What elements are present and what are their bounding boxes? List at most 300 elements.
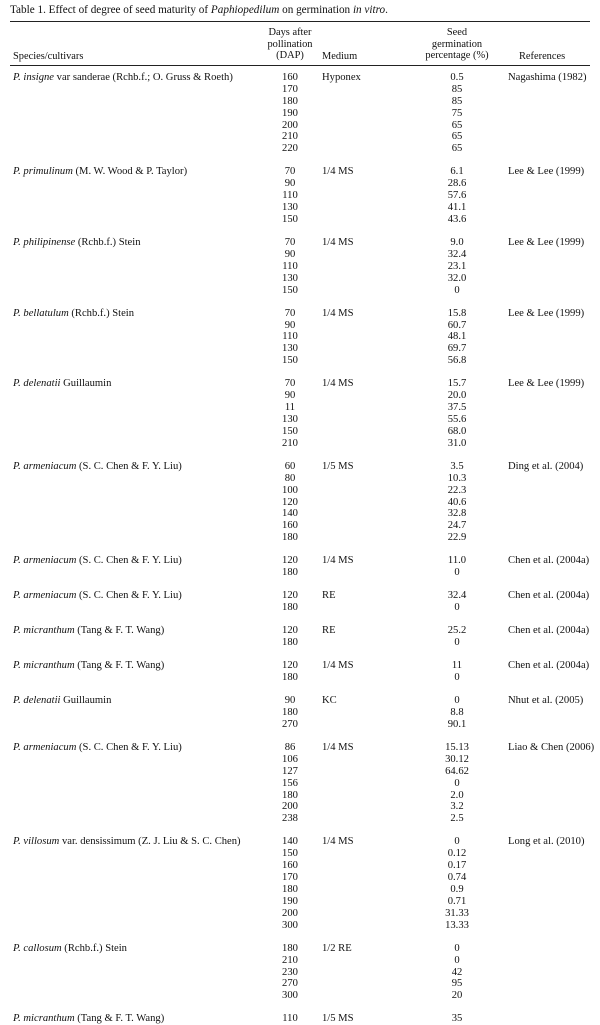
table-row xyxy=(0,908,600,920)
dap-cell: 70 xyxy=(284,166,296,178)
germination-cell: 37.5 xyxy=(447,402,467,414)
species-authority: Guillaumin xyxy=(60,378,112,390)
table-row-group xyxy=(0,237,600,296)
dap-cell: 120 xyxy=(282,625,298,637)
dap-cell: 110 xyxy=(282,1013,298,1025)
species-authority: var sanderae (Rchb.f.; O. Gruss & Roeth) xyxy=(54,72,233,83)
species-authority: (S. C. Chen & F. Y. Liu) xyxy=(76,742,182,754)
header-medium: Medium xyxy=(322,51,358,62)
medium-cell: 1/4 MS xyxy=(322,378,354,390)
dap-cell: 120 xyxy=(282,496,298,508)
germination-cell: 43.6 xyxy=(447,213,467,225)
table-row xyxy=(0,497,600,509)
germination-cell: 15.7 xyxy=(447,378,467,390)
table-row xyxy=(0,438,600,450)
germination-cell: 32.4 xyxy=(447,590,467,602)
reference-cell: Nagashima (1982) xyxy=(508,72,587,83)
table-row xyxy=(0,884,600,896)
table-row xyxy=(0,378,600,390)
caption-text: . xyxy=(385,4,388,16)
species-name: P. bellatulum xyxy=(13,307,69,319)
dap-cell: 130 xyxy=(282,343,298,355)
table-row xyxy=(0,766,600,778)
medium-cell: 1/4 MS xyxy=(322,836,354,848)
species-authority: (Tang & F. T. Wang) xyxy=(74,1013,165,1025)
germination-cell: 0 xyxy=(454,695,460,707)
species-name: P. armeniacum xyxy=(13,460,77,472)
dap-cell: 210 xyxy=(282,437,298,449)
table-row xyxy=(0,414,600,426)
germination-cell: 0 xyxy=(454,836,460,848)
species-name: P. armeniacum xyxy=(13,555,77,567)
species-name: P. micranthum xyxy=(13,625,75,637)
germination-cell: 11 xyxy=(451,660,463,672)
germination-cell: 0 xyxy=(454,637,460,649)
dap-cell: 160 xyxy=(282,520,298,532)
dap-cell: 130 xyxy=(282,414,298,426)
germination-cell: 0.5 xyxy=(450,72,464,83)
table-row xyxy=(0,754,600,766)
species-name: P. delenatii xyxy=(13,378,61,390)
dap-cell: 200 xyxy=(282,119,298,131)
dap-cell: 180 xyxy=(282,707,298,719)
table-row xyxy=(0,801,600,813)
table-row xyxy=(0,672,600,684)
reference-cell: Chen et al. (2004a) xyxy=(508,625,590,637)
germination-cell: 0.9 xyxy=(450,884,464,896)
germination-cell: 3.5 xyxy=(450,460,464,472)
table-row xyxy=(0,108,600,120)
germination-cell: 31.0 xyxy=(447,437,467,449)
germination-cell: 0.17 xyxy=(447,860,467,872)
medium-cell: Hyponex xyxy=(322,72,361,83)
germination-cell: 85 xyxy=(451,83,463,95)
species-name: P. callosum xyxy=(13,942,62,954)
table-row xyxy=(0,520,600,532)
germination-cell: 0.71 xyxy=(447,895,467,907)
dap-cell: 150 xyxy=(282,425,298,437)
dap-cell: 300 xyxy=(282,990,298,1002)
species-authority: (Rchb.f.) Stein xyxy=(68,307,135,319)
germination-cell: 68.0 xyxy=(447,425,467,437)
dap-cell: 180 xyxy=(282,884,298,896)
species-authority: Guillaumin xyxy=(60,695,112,707)
table-row xyxy=(0,978,600,990)
table-row xyxy=(0,602,600,614)
germination-cell: 30.12 xyxy=(445,753,469,765)
table-row-group xyxy=(0,836,600,931)
table-row xyxy=(0,872,600,884)
reference-cell: Long et al. (2010) xyxy=(508,836,585,848)
reference-cell: Nhut et al. (2005) xyxy=(508,695,584,707)
reference-cell: Lee & Lee (1999) xyxy=(508,307,585,319)
dap-cell: 90 xyxy=(284,695,296,707)
germination-cell: 22.3 xyxy=(447,484,467,496)
table-row-group xyxy=(0,660,600,684)
germination-cell: 32.0 xyxy=(447,272,467,284)
species-authority: (Rchb.f.) Stein xyxy=(75,237,141,249)
table-row xyxy=(0,920,600,932)
table-row xyxy=(0,143,600,155)
species-authority: (Rchb.f.) Stein xyxy=(61,942,127,954)
table-row xyxy=(0,1013,600,1025)
top-rule xyxy=(10,21,590,22)
germination-cell: 3.2 xyxy=(450,801,464,813)
table-row xyxy=(0,355,600,367)
dap-cell: 90 xyxy=(284,178,296,190)
germination-cell: 13.33 xyxy=(445,919,469,931)
medium-cell: KC xyxy=(322,695,337,707)
germination-cell: 6.1 xyxy=(450,166,464,178)
table-row xyxy=(0,637,600,649)
reference-cell: Chen et al. (2004a) xyxy=(508,660,590,672)
germination-cell: 28.6 xyxy=(447,178,467,190)
species-name: P. delenatii xyxy=(13,695,61,707)
table-row xyxy=(0,567,600,579)
table-row xyxy=(0,508,600,520)
germination-cell: 8.8 xyxy=(450,707,464,719)
caption-genus: Paphiopedilum xyxy=(210,4,280,16)
dap-cell: 300 xyxy=(282,919,298,931)
table-caption xyxy=(10,4,388,16)
dap-cell: 190 xyxy=(282,107,298,119)
dap-cell: 230 xyxy=(282,966,298,978)
table-row xyxy=(0,813,600,825)
table-row-group xyxy=(0,378,600,449)
header-species: Species/cultivars xyxy=(13,51,84,62)
species-name: P. armeniacum xyxy=(13,590,77,602)
germination-cell: 20 xyxy=(451,990,463,1002)
table-row xyxy=(0,461,600,473)
dap-cell: 210 xyxy=(282,131,298,143)
table-row-group xyxy=(0,308,600,367)
medium-cell: 1/5 MS xyxy=(322,1013,354,1025)
table-row xyxy=(0,214,600,226)
germination-cell: 0 xyxy=(454,942,460,954)
germination-cell: 0 xyxy=(454,567,460,579)
medium-cell: 1/2 RE xyxy=(322,942,352,954)
germination-cell: 64.62 xyxy=(445,765,469,777)
table-row xyxy=(0,555,600,567)
medium-cell: RE xyxy=(322,590,336,602)
table-row xyxy=(0,402,600,414)
dap-cell: 170 xyxy=(282,872,298,884)
table-row-group xyxy=(0,590,600,614)
species-cell xyxy=(13,836,241,848)
dap-cell: 220 xyxy=(282,143,298,155)
species-authority: (Tang & F. T. Wang) xyxy=(74,660,165,672)
germination-cell: 31.33 xyxy=(445,907,469,919)
dap-cell: 180 xyxy=(282,567,298,579)
species-cell xyxy=(13,461,182,473)
germination-cell: 0 xyxy=(454,954,460,966)
table-row xyxy=(0,990,600,1002)
germination-cell: 23.1 xyxy=(447,260,467,272)
species-cell xyxy=(13,742,182,754)
table-row xyxy=(0,131,600,143)
species-cell xyxy=(13,660,164,672)
header-references: References xyxy=(519,51,566,62)
table-row xyxy=(0,285,600,297)
species-cell xyxy=(13,308,134,320)
dap-cell: 86 xyxy=(284,742,296,754)
table-row-group xyxy=(0,943,600,1002)
dap-cell: 160 xyxy=(282,860,298,872)
dap-cell: 90 xyxy=(284,390,296,402)
table-row xyxy=(0,390,600,402)
dap-cell: 11 xyxy=(284,402,296,414)
germination-cell: 57.6 xyxy=(447,190,467,202)
germination-cell: 41.1 xyxy=(447,202,467,214)
table-row-group xyxy=(0,695,600,731)
germination-cell: 35 xyxy=(451,1013,463,1025)
table-row xyxy=(0,485,600,497)
medium-cell: 1/4 MS xyxy=(322,166,354,178)
table-row-group xyxy=(0,625,600,649)
caption-text: on germination xyxy=(279,4,353,16)
germination-cell: 0 xyxy=(454,777,460,789)
species-authority: (S. C. Chen & F. Y. Liu) xyxy=(76,590,182,602)
species-name: P. micranthum xyxy=(13,1013,75,1025)
germination-cell: 65 xyxy=(451,119,463,131)
table-row xyxy=(0,896,600,908)
dap-cell: 60 xyxy=(284,460,296,472)
species-cell xyxy=(13,625,164,637)
dap-cell: 200 xyxy=(282,801,298,813)
table-row-group xyxy=(0,461,600,544)
table-row xyxy=(0,166,600,178)
dap-cell: 180 xyxy=(282,532,298,544)
reference-cell: Chen et al. (2004a) xyxy=(508,555,590,567)
germination-cell: 11.0 xyxy=(447,555,467,567)
dap-cell: 90 xyxy=(284,319,296,331)
germination-cell: 22.9 xyxy=(447,532,467,544)
reference-cell: Lee & Lee (1999) xyxy=(508,237,585,249)
germination-cell: 60.7 xyxy=(447,319,467,331)
table-row xyxy=(0,190,600,202)
species-cell xyxy=(13,378,111,390)
table-row xyxy=(0,331,600,343)
table-row xyxy=(0,848,600,860)
table-row-group xyxy=(0,742,600,825)
table-row xyxy=(0,273,600,285)
caption-text: Table 1. Effect of degree of seed maturity of xyxy=(10,4,211,16)
dap-cell: 180 xyxy=(282,637,298,649)
germination-cell: 32.4 xyxy=(447,248,467,260)
germination-cell: 42 xyxy=(451,966,463,978)
germination-cell: 0.74 xyxy=(447,872,467,884)
dap-cell: 70 xyxy=(284,307,296,319)
dap-cell: 127 xyxy=(282,765,298,777)
germination-cell: 20.0 xyxy=(447,390,467,402)
table-row xyxy=(0,625,600,637)
dap-cell: 180 xyxy=(282,602,298,614)
germination-cell: 56.8 xyxy=(447,355,467,367)
dap-cell: 150 xyxy=(282,355,298,367)
medium-cell: RE xyxy=(322,625,336,637)
table-row xyxy=(0,202,600,214)
dap-cell: 106 xyxy=(282,753,298,765)
table-row xyxy=(0,343,600,355)
germination-cell: 15.13 xyxy=(445,742,469,754)
germination-cell: 2.5 xyxy=(450,813,464,825)
table-row xyxy=(0,84,600,96)
table-row xyxy=(0,178,600,190)
table-body xyxy=(0,72,600,1025)
germination-cell: 25.2 xyxy=(447,625,467,637)
table-row xyxy=(0,320,600,332)
dap-cell: 270 xyxy=(282,978,298,990)
species-cell xyxy=(13,590,182,602)
table-row xyxy=(0,261,600,273)
table-row xyxy=(0,120,600,132)
reference-cell: Ding et al. (2004) xyxy=(508,460,584,472)
dap-cell: 180 xyxy=(282,789,298,801)
table-row xyxy=(0,943,600,955)
species-cell xyxy=(13,166,187,178)
species-authority: (M. W. Wood & P. Taylor) xyxy=(72,166,188,178)
species-name: P. micranthum xyxy=(13,660,75,672)
species-cell xyxy=(13,555,182,567)
dap-cell: 70 xyxy=(284,237,296,249)
caption-invitro: in vitro xyxy=(352,4,386,16)
table-row-group xyxy=(0,166,600,225)
germination-cell: 0 xyxy=(454,602,460,614)
header-rule xyxy=(10,65,590,66)
species-authority: (S. C. Chen & F. Y. Liu) xyxy=(76,555,182,567)
table-row xyxy=(0,955,600,967)
germination-cell: 0.12 xyxy=(447,848,467,860)
table-row xyxy=(0,860,600,872)
reference-cell: Liao & Chen (2006) xyxy=(508,742,595,754)
dap-cell: 80 xyxy=(284,472,296,484)
table-row xyxy=(0,473,600,485)
species-cell xyxy=(13,72,233,84)
germination-cell: 65 xyxy=(451,131,463,143)
dap-cell: 120 xyxy=(282,660,298,672)
reference-cell: Chen et al. (2004a) xyxy=(508,590,590,602)
table-row xyxy=(0,590,600,602)
table-row-group xyxy=(0,1013,600,1025)
reference-cell: Lee & Lee (1999) xyxy=(508,166,585,178)
table-row xyxy=(0,72,600,84)
table-row xyxy=(0,695,600,707)
species-cell xyxy=(13,943,127,955)
dap-cell: 200 xyxy=(282,907,298,919)
dap-cell: 150 xyxy=(282,213,298,225)
table-row xyxy=(0,719,600,731)
dap-cell: 180 xyxy=(282,942,298,954)
dap-cell: 120 xyxy=(282,555,298,567)
table-row xyxy=(0,742,600,754)
table-row xyxy=(0,308,600,320)
table-row xyxy=(0,790,600,802)
germination-cell: 10.3 xyxy=(447,472,467,484)
dap-cell: 140 xyxy=(282,836,298,848)
germination-cell: 90.1 xyxy=(447,718,467,730)
table-row xyxy=(0,967,600,979)
species-cell xyxy=(13,237,141,249)
table-row xyxy=(0,778,600,790)
germination-cell: 32.8 xyxy=(447,508,467,520)
dap-cell: 130 xyxy=(282,272,298,284)
medium-cell: 1/4 MS xyxy=(322,237,354,249)
table-row xyxy=(0,707,600,719)
germination-cell: 2.0 xyxy=(450,789,464,801)
medium-cell: 1/4 MS xyxy=(322,555,354,567)
dap-cell: 210 xyxy=(282,954,298,966)
header-germination: Seed germination percentage (%) xyxy=(425,27,489,61)
dap-cell: 150 xyxy=(282,284,298,296)
germination-cell: 0 xyxy=(454,284,460,296)
dap-cell: 156 xyxy=(282,777,298,789)
species-name: P. philipinense xyxy=(13,237,76,249)
dap-cell: 238 xyxy=(282,813,298,825)
dap-cell: 140 xyxy=(282,508,298,520)
germination-cell: 75 xyxy=(451,107,463,119)
germination-cell: 65 xyxy=(451,143,463,155)
table-row-group xyxy=(0,72,600,155)
germination-cell: 9.0 xyxy=(450,237,464,249)
species-authority: (Tang & F. T. Wang) xyxy=(74,625,165,637)
table-row xyxy=(0,532,600,544)
dap-cell: 190 xyxy=(282,895,298,907)
germination-cell: 40.6 xyxy=(447,496,467,508)
dap-cell: 170 xyxy=(282,83,298,95)
dap-cell: 90 xyxy=(284,248,296,260)
dap-cell: 160 xyxy=(282,72,298,83)
species-name: P. primulinum xyxy=(13,166,73,178)
germination-cell: 24.7 xyxy=(447,520,467,532)
germination-cell: 69.7 xyxy=(447,343,467,355)
species-name: P. villosum xyxy=(13,836,60,848)
medium-cell: 1/5 MS xyxy=(322,460,354,472)
species-cell xyxy=(13,1013,164,1025)
species-name: P. insigne xyxy=(13,72,55,83)
table-row xyxy=(0,237,600,249)
germination-cell: 48.1 xyxy=(447,331,467,343)
table-row-group xyxy=(0,555,600,579)
germination-cell: 0 xyxy=(454,672,460,684)
dap-cell: 180 xyxy=(282,95,298,107)
table-row xyxy=(0,660,600,672)
dap-cell: 70 xyxy=(284,378,296,390)
dap-cell: 180 xyxy=(282,672,298,684)
species-name: P. armeniacum xyxy=(13,742,77,754)
germination-cell: 95 xyxy=(451,978,463,990)
dap-cell: 150 xyxy=(282,848,298,860)
dap-cell: 120 xyxy=(282,590,298,602)
table-row xyxy=(0,426,600,438)
germination-cell: 15.8 xyxy=(447,307,467,319)
germination-cell: 85 xyxy=(451,95,463,107)
dap-cell: 100 xyxy=(282,484,298,496)
medium-cell: 1/4 MS xyxy=(322,307,354,319)
table-row xyxy=(0,836,600,848)
species-cell xyxy=(13,695,111,707)
species-authority: (S. C. Chen & F. Y. Liu) xyxy=(76,460,182,472)
germination-cell: 55.6 xyxy=(447,414,467,426)
header-dap: Days after pollination (DAP) xyxy=(267,27,313,61)
reference-cell: Lee & Lee (1999) xyxy=(508,378,585,390)
dap-cell: 130 xyxy=(282,202,298,214)
species-authority: var. densissimum (Z. J. Liu & S. C. Chen) xyxy=(59,836,241,848)
medium-cell: 1/4 MS xyxy=(322,742,354,754)
table-row xyxy=(0,96,600,108)
dap-cell: 110 xyxy=(282,331,298,343)
table-row xyxy=(0,249,600,261)
dap-cell: 110 xyxy=(282,190,298,202)
